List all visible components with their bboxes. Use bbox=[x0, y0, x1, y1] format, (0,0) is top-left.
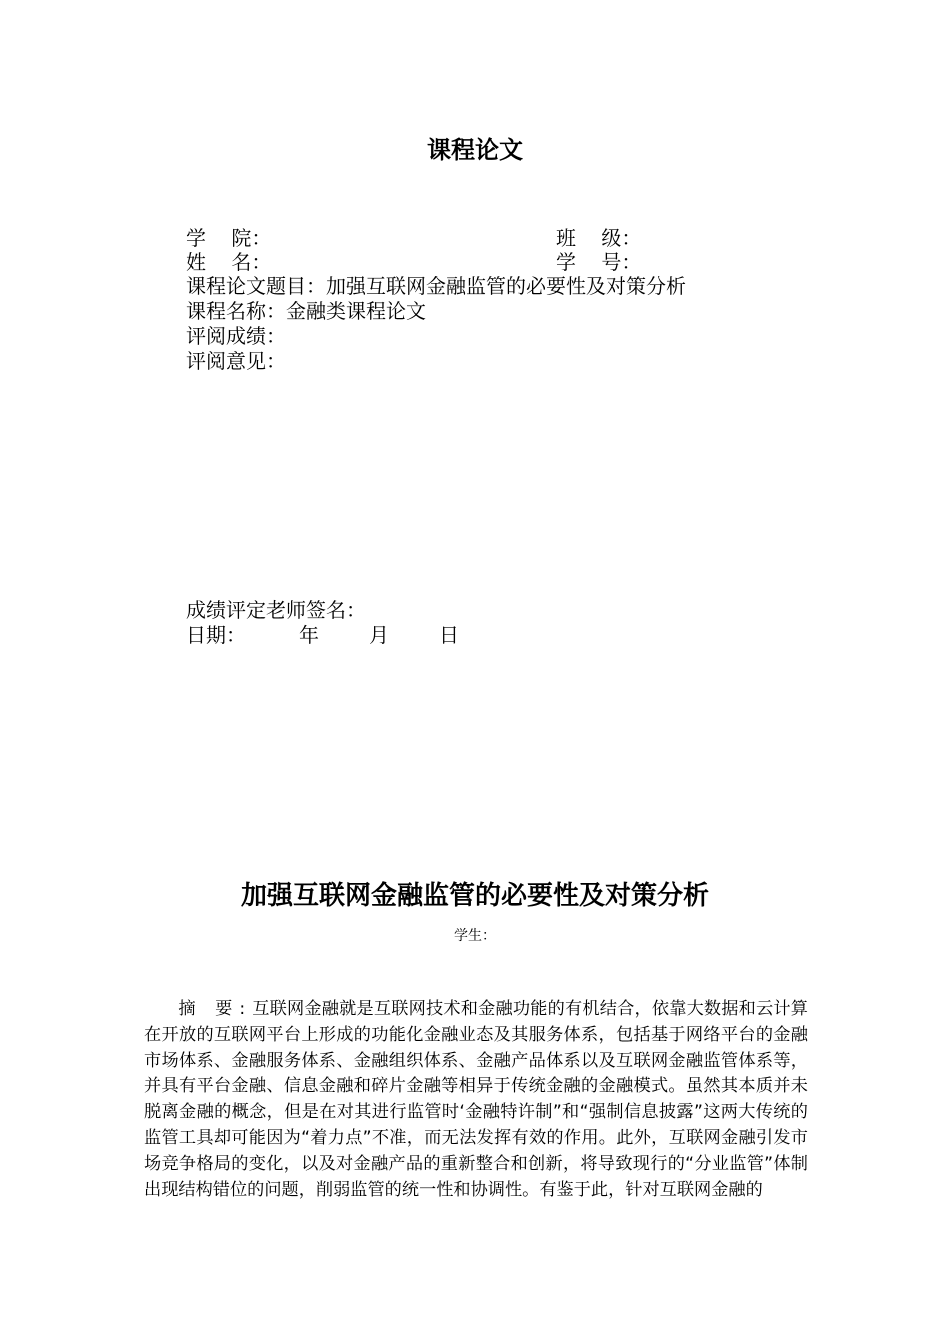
date-month: 月 bbox=[369, 623, 389, 647]
date-label: 日期： bbox=[186, 623, 246, 647]
cover-title: 课程论文 bbox=[427, 136, 523, 164]
teacher-signature-label: 成绩评定老师签名： bbox=[186, 598, 366, 622]
grade-label: 评阅成绩： bbox=[186, 324, 286, 348]
paper-topic-label: 课程论文题目： bbox=[186, 274, 326, 298]
abstract-label: 摘 要: bbox=[178, 999, 253, 1019]
paper-topic-row bbox=[186, 274, 686, 298]
student-label: 学生： bbox=[454, 928, 496, 944]
course-name-value: 金融类课程论文 bbox=[286, 299, 426, 323]
course-name-row bbox=[186, 299, 426, 323]
class-label: 班 级： bbox=[556, 226, 642, 250]
paper-title: 加强互联网金融监管的必要性及对策分析 bbox=[240, 881, 709, 911]
date-day: 日 bbox=[439, 623, 459, 647]
course-name-label: 课程名称： bbox=[186, 299, 286, 323]
paper-topic-value: 加强互联网金融监管的必要性及对策分析 bbox=[326, 274, 686, 298]
student-id-label: 学 号： bbox=[556, 250, 642, 274]
abstract-paragraph bbox=[144, 997, 808, 1203]
comment-label: 评阅意见： bbox=[186, 349, 286, 373]
name-label: 姓 名： bbox=[186, 250, 272, 274]
college-label: 学 院： bbox=[186, 226, 272, 250]
abstract-text: 互联网金融就是互联网技术和金融功能的有机结合，依靠大数据和云计算在开放的互联网平台上形成的功能化金融业态及其服务体系，包括基于网络平台的金融市场体系、金融服务体系、金融组织体系、金融产品体系以及互联网金融监管体系等，并具有平台金融、信息金融和碎片金融等相异于传统金融的金融模式。虽然其本质并未脱离金融的概念，但是在对其进行监管时‘金融特许制”和“强制信息披露”这两大传统的监管工具却可能因为“着力点”不准，而无法发挥有效的作用。此外，互联网金融引发市场竞争格局的变化，以及对金融产品的重新整合和创新，将导致现行的“分业监管”体制出现结构错位的问题，削弱监管的统一性和协调性。有鉴于此，针对互联网金融的 bbox=[144, 999, 808, 1200]
date-year: 年 bbox=[299, 623, 319, 647]
